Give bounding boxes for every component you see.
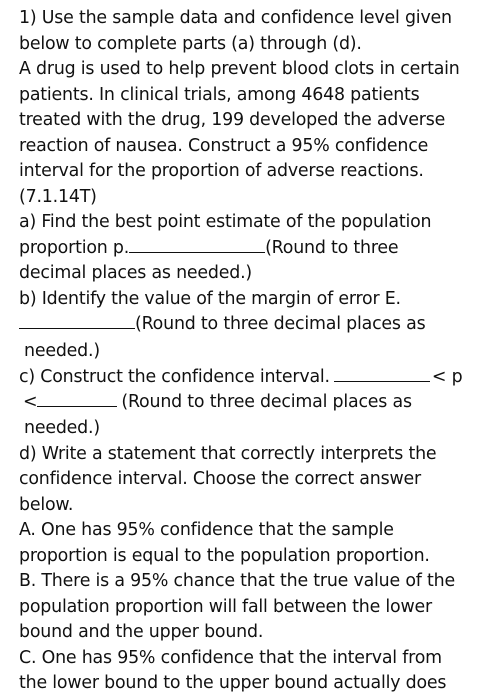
part-c-round: (Round to three decimal places as	[121, 392, 412, 412]
part-c-line-2	[23, 390, 412, 415]
option-b-line-1[interactable]: B. There is a 95% chance that the true value of the	[19, 571, 455, 591]
part-a-suffix: (Round to three	[265, 237, 399, 258]
part-b-line-1: b) Identify the value of the margin of error E.	[19, 288, 401, 309]
part-c-suffix: < p	[431, 366, 463, 387]
part-b-suffix: (Round to three decimal places as	[135, 314, 426, 334]
intro-line-8: (7.1.14T)	[19, 186, 97, 207]
intro-line-1: 1) Use the sample data and confidence level given	[19, 8, 452, 28]
part-a-line-2	[19, 236, 398, 261]
margin-of-error-blank[interactable]	[19, 313, 135, 329]
part-a-line-1: a) Find the best point estimate of the population	[19, 212, 432, 232]
lower-bound-blank[interactable]	[334, 366, 430, 382]
option-b-line-3[interactable]: bound and the upper bound.	[19, 622, 264, 642]
option-a-line-1[interactable]: A. One has 95% confidence that the sample	[19, 520, 394, 540]
part-d-line-3: below.	[19, 494, 74, 515]
part-c-prefix: c) Construct the confidence interval.	[19, 366, 330, 387]
point-estimate-blank[interactable]	[129, 237, 265, 253]
part-b-line-3: needed.)	[24, 341, 100, 361]
part-a-line-3: decimal places as needed.)	[19, 263, 253, 283]
option-b-line-2[interactable]: population proportion will fall between the lower	[19, 596, 432, 617]
intro-line-3: A drug is used to help prevent blood clots in certain	[19, 59, 460, 79]
part-c-lt: <	[23, 392, 38, 412]
option-c-line-1[interactable]: C. One has 95% confidence that the interval from	[19, 647, 442, 668]
intro-line-7: interval for the proportion of adverse reactions.	[19, 161, 424, 181]
part-b-line-2	[19, 312, 425, 337]
part-d-line-1: d) Write a statement that correctly interprets the	[19, 443, 437, 464]
intro-line-2: below to complete parts (a) through (d).	[19, 33, 362, 54]
intro-line-6: reaction of nausea. Construct a 95% confidence	[19, 135, 429, 156]
part-c-line-1	[19, 365, 462, 390]
intro-line-4: patients. In clinical trials, among 4648 patients	[19, 84, 420, 105]
option-c-line-2[interactable]: the lower bound to the upper bound actually does	[19, 673, 447, 693]
part-a-prefix: proportion p.	[19, 237, 130, 258]
option-a-line-2[interactable]: proportion is equal to the population proportion.	[19, 545, 430, 566]
intro-line-5: treated with the drug, 199 developed the adverse	[19, 110, 446, 130]
part-c-line-3: needed.)	[24, 418, 100, 438]
upper-bound-blank[interactable]	[37, 391, 117, 407]
part-d-line-2: confidence interval. Choose the correct answer	[19, 469, 421, 489]
